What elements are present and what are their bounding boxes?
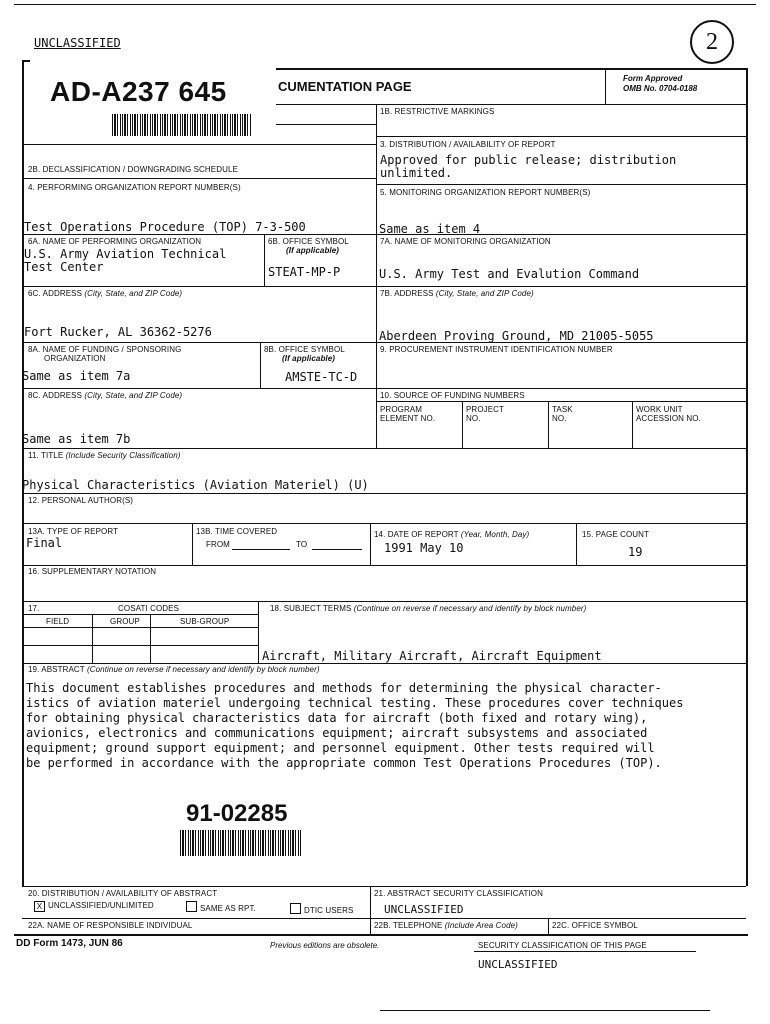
line-3-bottom bbox=[376, 184, 746, 185]
label-8c-text: 8C. ADDRESS bbox=[28, 391, 83, 400]
abstract-line-3: for obtaining physical characteristics data for aircraft (both fixed and rotary wing), bbox=[26, 711, 648, 725]
label-5: 5. MONITORING ORGANIZATION REPORT NUMBER(S) bbox=[380, 188, 591, 197]
label-9: 9. PROCUREMENT INSTRUMENT IDENTIFICATION NUMBER bbox=[380, 345, 613, 354]
form-approved: Form Approved bbox=[623, 74, 683, 83]
label-2b: 2B. DECLASSIFICATION / DOWNGRADING SCHEDULE bbox=[28, 165, 238, 174]
line-12-bottom bbox=[22, 523, 746, 524]
label-7a: 7A. NAME OF MONITORING ORGANIZATION bbox=[380, 237, 551, 246]
value-11: Physical Characteristics (Aviation Materiel) (U) bbox=[22, 478, 369, 492]
divider-8a-8b bbox=[260, 342, 261, 388]
option-unclassified-unlimited-label: UNCLASSIFIED/UNLIMITED bbox=[48, 901, 154, 910]
abstract-line-5: equipment; ground support equipment; and personnel equipment. Other tests required will bbox=[26, 741, 655, 755]
divider-17-field bbox=[92, 614, 93, 663]
label-13b-from: FROM bbox=[206, 540, 230, 549]
sub-22b: (Include Area Code) bbox=[444, 921, 518, 930]
divider-20-21 bbox=[370, 886, 371, 934]
label-11-text: 11. TITLE bbox=[28, 451, 64, 460]
label-13b-to: TO bbox=[296, 540, 308, 549]
line-19-bottom bbox=[22, 886, 746, 887]
line-10-header bbox=[376, 401, 746, 402]
label-10-work-1: WORK UNIT bbox=[636, 405, 683, 414]
form-id: DD Form 1473, JUN 86 bbox=[16, 938, 123, 949]
label-19 bbox=[28, 665, 320, 674]
line-17-header bbox=[22, 614, 258, 615]
label-17-cosati: COSATI CODES bbox=[118, 604, 180, 613]
sub-6b: (If applicable) bbox=[286, 246, 340, 255]
label-17: 17. bbox=[28, 604, 40, 613]
label-21: 21. ABSTRACT SECURITY CLASSIFICATION bbox=[374, 889, 543, 898]
label-13b: 13B. TIME COVERED bbox=[196, 527, 278, 536]
label-10-task-1: TASK bbox=[552, 405, 573, 414]
label-10: 10. SOURCE OF FUNDING NUMBERS bbox=[380, 391, 525, 400]
option-same-as-rpt-label: SAME AS RPT. bbox=[200, 904, 256, 913]
label-10-work-2: ACCESSION NO. bbox=[636, 414, 701, 423]
line-6-7-bottom bbox=[22, 286, 746, 287]
label-17-field: FIELD bbox=[46, 617, 70, 626]
checkbox-unclassified-unlimited[interactable]: X bbox=[34, 901, 45, 912]
ad-number: AD-A237 645 bbox=[50, 76, 227, 107]
divider-17-18 bbox=[258, 601, 259, 663]
divider-14-15 bbox=[576, 523, 577, 565]
label-22a: 22A. NAME OF RESPONSIBLE INDIVIDUAL bbox=[28, 921, 193, 930]
label-6a: 6A. NAME OF PERFORMING ORGANIZATION bbox=[28, 237, 202, 246]
line-2b-bottom bbox=[22, 178, 376, 179]
option-same-as-rpt[interactable] bbox=[186, 901, 256, 913]
sub-11: (Include Security Classification) bbox=[65, 451, 181, 460]
value-7b: Aberdeen Proving Ground, MD 21005-5055 bbox=[379, 329, 654, 343]
abstract-line-6: be performed in accordance with the appropriate common Test Operations Procedures (TOP). bbox=[26, 756, 662, 770]
classification-bottom: UNCLASSIFIED bbox=[478, 958, 558, 971]
line-13b-to bbox=[312, 549, 362, 550]
label-15: 15. PAGE COUNT bbox=[582, 530, 650, 539]
divider-8c-10 bbox=[376, 388, 377, 448]
frame-right-border bbox=[746, 68, 748, 886]
line-11-bottom bbox=[22, 493, 746, 494]
checkbox-same-as-rpt[interactable] bbox=[186, 901, 197, 912]
frame-left-border bbox=[22, 60, 24, 886]
value-6c: Fort Rucker, AL 36362-5276 bbox=[24, 325, 212, 339]
previous-editions: Previous editions are obsolete. bbox=[270, 941, 380, 950]
page-mark: 2 bbox=[690, 20, 734, 64]
divider-22b-22c bbox=[548, 918, 549, 934]
divider-10-program bbox=[462, 401, 463, 448]
sub-8c: (City, State, and ZIP Code) bbox=[84, 391, 183, 400]
abstract-line-1: This document establishes procedures and methods for determining the physical character- bbox=[26, 681, 662, 695]
line-13b-from bbox=[232, 549, 290, 550]
security-classification-label: SECURITY CLASSIFICATION OF THIS PAGE bbox=[478, 941, 647, 950]
sub-8b: (If applicable) bbox=[282, 354, 336, 363]
label-14-text: 14. DATE OF REPORT bbox=[374, 530, 459, 539]
value-18: Aircraft, Military Aircraft, Aircraft Equipment bbox=[262, 649, 602, 663]
value-3-line1: Approved for public release; distribution bbox=[380, 153, 677, 167]
label-8c bbox=[28, 391, 182, 400]
divider-17-group bbox=[150, 614, 151, 663]
label-22b bbox=[374, 921, 518, 930]
label-8a-line1: 8A. NAME OF FUNDING / SPONSORING bbox=[28, 345, 182, 354]
line-17-row1 bbox=[22, 627, 258, 628]
line-6c-7b-bottom bbox=[22, 342, 746, 343]
label-22c: 22C. OFFICE SYMBOL bbox=[552, 921, 638, 930]
label-16: 16. SUPPLEMENTARY NOTATION bbox=[28, 567, 157, 576]
line-17-18-bottom bbox=[22, 663, 746, 664]
label-20: 20. DISTRIBUTION / AVAILABILITY OF ABSTRACT bbox=[28, 889, 218, 898]
label-11 bbox=[28, 451, 181, 460]
line-1b-bottom bbox=[376, 136, 746, 137]
value-21: UNCLASSIFIED bbox=[384, 903, 464, 916]
label-8a-line2: ORGANIZATION bbox=[44, 354, 106, 363]
divider-6a-6b bbox=[264, 234, 265, 286]
abstract-line-2: istics of aviation materiel undergoing technical testing. These procedures cover techniques bbox=[26, 696, 684, 710]
label-7b-text: 7B. ADDRESS bbox=[380, 289, 434, 298]
value-3-line2: unlimited. bbox=[380, 166, 453, 180]
value-6a-line2: Test Center bbox=[24, 260, 104, 274]
abstract-line-4: avionics, electronics and communications equipment; aircraft subsystems and associated bbox=[26, 726, 648, 740]
sub-14: (Year, Month, Day) bbox=[460, 530, 530, 539]
label-6c bbox=[28, 289, 182, 298]
label-18 bbox=[270, 604, 586, 613]
label-4: 4. PERFORMING ORGANIZATION REPORT NUMBER(S) bbox=[28, 183, 241, 192]
sub-18: (Continue on reverse if necessary and identify by block number) bbox=[353, 604, 587, 613]
frame-top-border bbox=[276, 68, 748, 70]
value-8c: Same as item 7b bbox=[22, 432, 131, 446]
form-title: CUMENTATION PAGE bbox=[278, 79, 412, 94]
accession-number: 91-02285 bbox=[186, 800, 288, 827]
sub-19: (Continue on reverse if necessary and identify by block number) bbox=[86, 665, 320, 674]
form-approved-divider bbox=[605, 68, 606, 104]
label-10-program-2: ELEMENT NO. bbox=[380, 414, 436, 423]
security-classification-underline bbox=[474, 951, 696, 952]
line-1a-2a bbox=[276, 124, 376, 125]
value-5: Same as item 4 bbox=[379, 222, 481, 236]
value-4: Test Operations Procedure (TOP) 7-3-500 bbox=[24, 220, 306, 234]
line-16-bottom bbox=[22, 601, 746, 602]
value-15: 19 bbox=[628, 545, 643, 559]
option-dtic-users[interactable] bbox=[290, 903, 353, 915]
line-4-5-bottom bbox=[22, 234, 746, 235]
form-bottom-border bbox=[14, 934, 748, 936]
sub-6c: (City, State, and ZIP Code) bbox=[84, 289, 183, 298]
value-6b: STEAT-MP-P bbox=[268, 265, 341, 279]
top-edge-line bbox=[14, 4, 756, 5]
label-6b: 6B. OFFICE SYMBOL bbox=[268, 237, 349, 246]
value-8b: AMSTE-TC-D bbox=[285, 370, 358, 384]
option-dtic-users-label: DTIC USERS bbox=[304, 906, 354, 915]
value-8a: Same as item 7a bbox=[22, 369, 131, 383]
divider-10-project bbox=[548, 401, 549, 448]
label-3: 3. DISTRIBUTION / AVAILABILITY OF REPORT bbox=[380, 140, 556, 149]
label-8b: 8B. OFFICE SYMBOL bbox=[264, 345, 345, 354]
label-10-project-1: PROJECT bbox=[466, 405, 505, 414]
value-6a-line1: U.S. Army Aviation Technical bbox=[24, 247, 227, 261]
ad-barcode bbox=[112, 114, 252, 136]
divider-13b-14 bbox=[370, 523, 371, 565]
label-17-subgroup: SUB-GROUP bbox=[180, 617, 230, 626]
label-18-text: 18. SUBJECT TERMS bbox=[270, 604, 352, 613]
label-22b-text: 22B. TELEPHONE bbox=[374, 921, 443, 930]
value-13a: Final bbox=[26, 536, 63, 550]
label-17-group: GROUP bbox=[110, 617, 140, 626]
option-unclassified-unlimited[interactable] bbox=[34, 901, 154, 912]
middle-column-divider bbox=[376, 104, 377, 390]
omb-number: OMB No. 0704-0188 bbox=[623, 84, 698, 93]
classification-top: UNCLASSIFIED bbox=[34, 36, 121, 50]
checkbox-dtic-users[interactable] bbox=[290, 903, 301, 914]
label-10-task-2: NO. bbox=[552, 414, 567, 423]
accession-barcode bbox=[180, 830, 302, 856]
line-2a-bottom bbox=[22, 144, 376, 145]
line-8c-10-bottom bbox=[22, 448, 746, 449]
label-13a: 13A. TYPE OF REPORT bbox=[28, 527, 119, 536]
line-title-bottom bbox=[276, 104, 746, 105]
label-1b: 1B. RESTRICTIVE MARKINGS bbox=[380, 107, 495, 116]
line-13-bottom bbox=[22, 565, 746, 566]
label-14 bbox=[374, 530, 529, 539]
bottom-rule bbox=[380, 1010, 710, 1011]
label-10-program-1: PROGRAM bbox=[380, 405, 423, 414]
divider-10-task bbox=[632, 401, 633, 448]
line-17-row2 bbox=[22, 645, 258, 646]
value-14: 1991 May 10 bbox=[384, 541, 464, 555]
label-10-project-2: NO. bbox=[466, 414, 481, 423]
label-7b bbox=[380, 289, 534, 298]
line-20-21-bottom bbox=[22, 918, 746, 919]
value-7a: U.S. Army Test and Evalution Command bbox=[379, 267, 640, 281]
line-8-9-bottom bbox=[22, 388, 746, 389]
label-19-text: 19. ABSTRACT bbox=[28, 665, 85, 674]
divider-13a-13b bbox=[192, 523, 193, 565]
label-6c-text: 6C. ADDRESS bbox=[28, 289, 83, 298]
sub-7b: (City, State, and ZIP Code) bbox=[435, 289, 534, 298]
label-12: 12. PERSONAL AUTHOR(S) bbox=[28, 496, 134, 505]
